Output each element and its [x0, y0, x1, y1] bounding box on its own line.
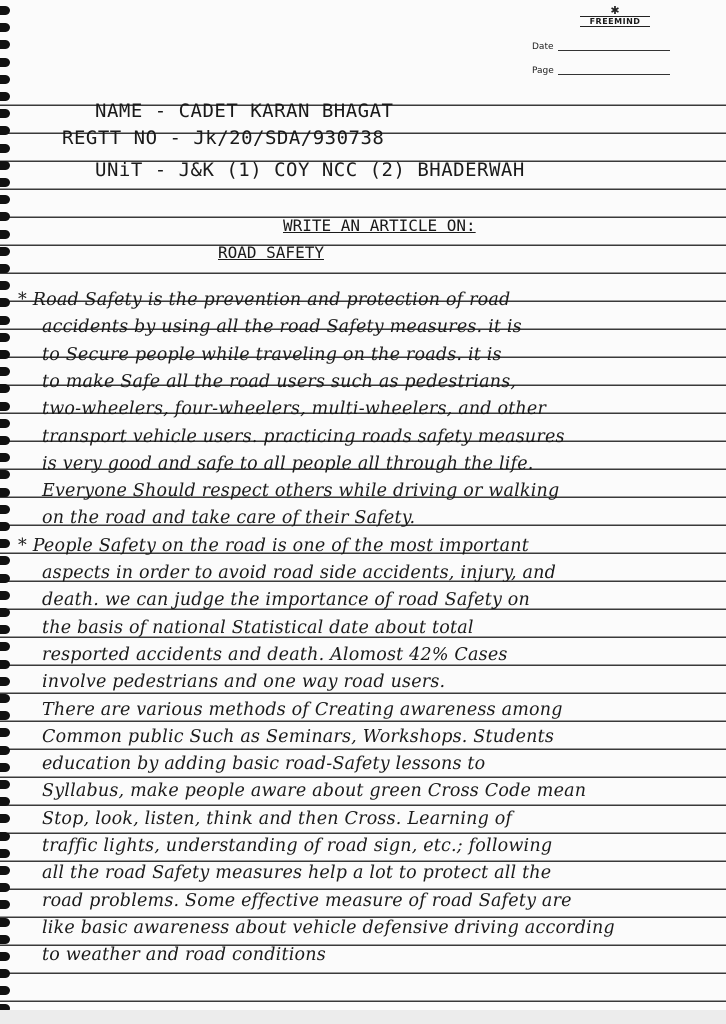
article-line: Everyone Should respect others while driving or walking — [42, 481, 560, 502]
binding-hole — [0, 918, 10, 927]
article-line: on the road and take care of their Safety. — [42, 508, 416, 529]
binding-hole — [0, 6, 10, 15]
binding-hole — [0, 814, 10, 823]
binding-hole — [0, 212, 10, 221]
binding-hole — [0, 281, 10, 290]
binding-hole — [0, 402, 10, 411]
binding-hole — [0, 952, 10, 961]
brand-logo — [580, 6, 650, 27]
date-line — [558, 50, 670, 51]
binding-hole — [0, 419, 10, 428]
spiral-binding — [0, 0, 14, 1024]
binding-hole — [0, 797, 10, 806]
binding-hole — [0, 677, 10, 686]
binding-hole — [0, 505, 10, 514]
unit-line: UNiT - J&K (1) COY NCC (2) BHADERWAH — [95, 159, 525, 181]
article-line: Common public Such as Seminars, Workshops. Students — [42, 726, 555, 747]
binding-hole — [0, 986, 10, 995]
article-line: road problems. Some effective measure of road Safety are — [42, 890, 572, 911]
article-line: accidents by using all the road Safety measures. it is — [42, 317, 522, 338]
article-line: * People Safety on the road is one of the most important — [18, 535, 529, 556]
binding-hole — [0, 625, 10, 634]
binding-hole — [0, 539, 10, 548]
article-title-line2: ROAD SAFETY — [218, 243, 324, 262]
article-line: education by adding basic road-Safety lessons to — [42, 754, 486, 775]
binding-hole — [0, 453, 10, 462]
binding-hole — [0, 333, 10, 342]
date-field — [532, 42, 670, 52]
article-line: to weather and road conditions — [42, 945, 326, 966]
binding-hole — [0, 711, 10, 720]
page-label: Page — [532, 66, 554, 76]
article-line: aspects in order to avoid road side accidents, injury, and — [42, 563, 557, 583]
binding-hole — [0, 660, 10, 669]
binding-hole — [0, 23, 10, 32]
binding-hole — [0, 694, 10, 703]
binding-hole — [0, 746, 10, 755]
binding-hole — [0, 384, 10, 393]
article-line: is very good and safe to all people all through the life. — [42, 453, 534, 474]
page-bottom-edge — [0, 1010, 726, 1024]
article-line: transport vehicle users. practicing roads safety measures — [42, 426, 565, 447]
cadet-name: NAME - CADET KARAN BHAGAT — [95, 100, 394, 122]
binding-hole — [0, 763, 10, 772]
binding-hole — [0, 195, 10, 204]
binding-hole — [0, 883, 10, 892]
binding-hole — [0, 832, 10, 841]
article-line: two-wheelers, four-wheelers, multi-wheelers, and other — [42, 399, 547, 420]
binding-hole — [0, 728, 10, 737]
binding-hole — [0, 264, 10, 273]
article-line: Syllabus, make people aware about green Cross Code mean — [42, 781, 587, 802]
binding-hole — [0, 969, 10, 978]
binding-hole — [0, 780, 10, 789]
binding-hole — [0, 144, 10, 153]
page-field — [532, 66, 670, 76]
registration-number: REGTT NO - Jk/20/SDA/930738 — [62, 127, 385, 149]
binding-hole — [0, 109, 10, 118]
article-line: involve pedestrians and one way road users. — [42, 672, 446, 693]
article-title-line1: WRITE AN ARTICLE ON: — [283, 216, 476, 235]
binding-hole — [0, 230, 10, 239]
binding-hole — [0, 178, 10, 187]
article-line: * Road Safety is the prevention and protection of road — [18, 290, 511, 310]
binding-hole — [0, 591, 10, 600]
binding-hole — [0, 350, 10, 359]
article-line: like basic awareness about vehicle defensive driving according — [42, 917, 615, 938]
article-line: Stop, look, listen, think and then Cross. Learning of — [42, 808, 513, 829]
binding-hole — [0, 367, 10, 376]
page-line — [558, 74, 670, 75]
binding-hole — [0, 161, 10, 170]
binding-hole — [0, 126, 10, 135]
binding-hole — [0, 470, 10, 479]
binding-hole — [0, 556, 10, 565]
article-line: death. we can judge the importance of road Safety on — [42, 590, 531, 611]
binding-hole — [0, 316, 10, 325]
binding-hole — [0, 900, 10, 909]
binding-hole — [0, 92, 10, 101]
binding-hole — [0, 436, 10, 445]
article-line: traffic lights, understanding of road sign, etc.; following — [42, 836, 553, 856]
article-line: to make Safe all the road users such as pedestrians, — [42, 371, 517, 392]
date-label: Date — [532, 42, 554, 52]
binding-hole — [0, 75, 10, 84]
binding-hole — [0, 58, 10, 67]
binding-hole — [0, 522, 10, 531]
brand-name: FREEMIND — [580, 16, 650, 27]
article-line: all the road Safety measures help a lot to protect all the — [42, 863, 552, 884]
brand-mark-icon: ✱ — [610, 4, 620, 17]
article-line: the basis of national Statistical date about total — [42, 617, 474, 638]
binding-hole — [0, 866, 10, 875]
binding-hole — [0, 40, 10, 49]
binding-hole — [0, 608, 10, 617]
binding-hole — [0, 849, 10, 858]
binding-hole — [0, 298, 10, 307]
binding-hole — [0, 642, 10, 651]
binding-hole — [0, 488, 10, 497]
binding-hole — [0, 247, 10, 256]
article-line: to Secure people while traveling on the roads. it is — [42, 344, 502, 365]
binding-hole — [0, 574, 10, 583]
article-line: resported accidents and death. Alomost 42% Cases — [42, 644, 508, 665]
article-line: There are various methods of Creating awareness among — [42, 699, 563, 720]
binding-hole — [0, 935, 10, 944]
